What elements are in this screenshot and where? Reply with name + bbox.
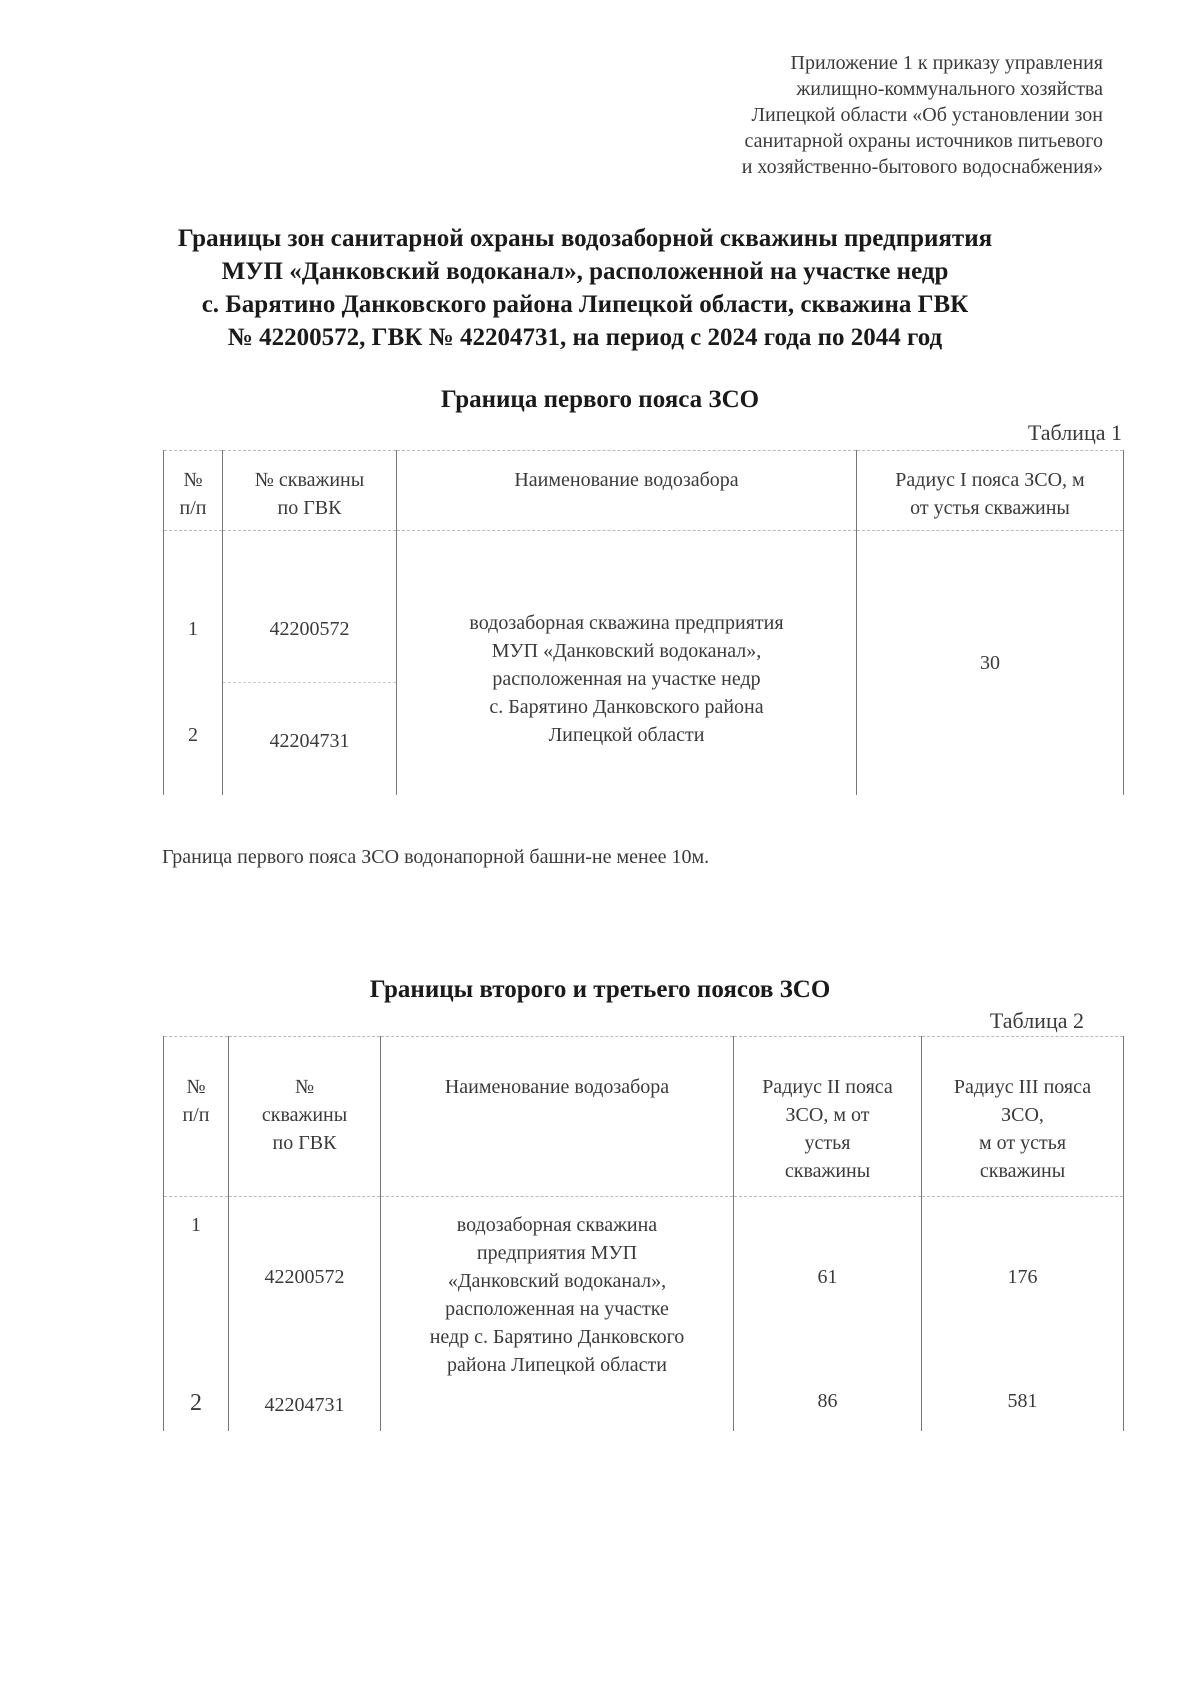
row-well: 42200572 (223, 531, 397, 683)
header-radius3 (922, 1037, 1124, 1197)
title-line: № 42200572, ГВК № 42204731, на период с 2024 года по 2044 год (227, 324, 943, 351)
header-well (223, 451, 397, 531)
header-name: Наименование водозабора (381, 1037, 734, 1197)
header-text: скважины (784, 1160, 871, 1182)
appendix-line: Приложение 1 к приказу управления (790, 52, 1103, 74)
header-text: ЗСО, м от (785, 1104, 870, 1126)
row-name (397, 531, 857, 795)
row-radius3: 176 (922, 1197, 1124, 1387)
name-line: недр с. Барятино Данковского (429, 1326, 685, 1348)
appendix-line: Липецкой области «Об установлении зон (751, 104, 1103, 126)
row-radius3: 581 (922, 1387, 1124, 1431)
name-line: района Липецкой области (447, 1354, 667, 1376)
name-line: расположенная на участке (445, 1298, 669, 1320)
name-line: предприятия МУП (476, 1242, 638, 1264)
appendix-line: и хозяйственно-бытового водоснабжения» (741, 156, 1103, 178)
name-line: МУП «Данковский водоканал», (491, 640, 762, 662)
header-text: № скважины (254, 469, 365, 491)
appendix-line: жилищно-коммунального хозяйства (796, 78, 1103, 100)
name-line: водозаборная скважина предприятия (469, 612, 784, 634)
title-line: Границы зон санитарной охраны водозаборной скважины предприятия (177, 225, 993, 252)
appendix-note (643, 50, 1103, 180)
row-num: 1 (164, 531, 223, 683)
header-text: ЗСО, (1001, 1104, 1044, 1126)
row-radius2: 61 (734, 1197, 922, 1387)
header-well (229, 1037, 381, 1197)
header-num (164, 1037, 229, 1197)
table1-label: Таблица 1 (1027, 420, 1122, 445)
table-header-row (164, 1037, 1124, 1197)
name-line: Липецкой области (548, 724, 705, 746)
row-num: 1 (164, 1197, 229, 1387)
row-radius: 30 (857, 531, 1124, 795)
header-text: от устья скважины (910, 497, 1070, 519)
name-line: с. Барятино Данковского района (489, 696, 764, 718)
row-num: 2 (164, 1387, 229, 1431)
header-text: скважины (979, 1160, 1066, 1182)
table-row (164, 1197, 1124, 1387)
header-radius (857, 451, 1124, 531)
header-text: по ГВК (277, 497, 342, 519)
name-line: водозаборная скважина (456, 1214, 658, 1236)
zone2-table (163, 1036, 1124, 1431)
header-radius2 (734, 1037, 922, 1197)
row-well: 42204731 (229, 1387, 381, 1431)
title-line: МУП «Данковский водоканал», расположенной на участке недр (221, 258, 949, 285)
section2-heading: Границы второго и третьего поясов ЗСО (369, 976, 831, 1003)
table-header-row (164, 451, 1124, 531)
zone1-table (163, 450, 1124, 795)
header-text: Радиус III пояса (953, 1076, 1092, 1098)
row-well: 42204731 (223, 683, 397, 795)
header-text: устья (804, 1132, 851, 1154)
appendix-line: санитарной охраны источников питьевого (744, 130, 1103, 152)
header-text: по ГВК (272, 1132, 337, 1154)
header-text: № (294, 1076, 315, 1098)
table2-label: Таблица 2 (989, 1008, 1084, 1033)
header-name: Наименование водозабора (397, 451, 857, 531)
header-num (164, 451, 223, 531)
row-well: 42200572 (229, 1197, 381, 1387)
name-line: «Данковский водоканал», (447, 1270, 667, 1292)
header-text: м от устья (978, 1132, 1067, 1154)
header-text: № (186, 1076, 206, 1098)
title-line: с. Барятино Данковского района Липецкой области, скважина ГВК (201, 291, 969, 318)
row-name (381, 1197, 734, 1431)
header-text: Радиус II пояса (762, 1076, 893, 1098)
header-text: скважины (261, 1104, 348, 1126)
header-text: п/п (182, 1104, 210, 1126)
header-text: п/п (179, 497, 207, 519)
document-title (140, 222, 1030, 354)
header-text: № (183, 469, 203, 491)
table-row (164, 531, 1124, 683)
zone1-note: Граница первого пояса ЗСО водонапорной башни-не менее 10м. (162, 846, 710, 868)
name-line: расположенная на участке недр (492, 668, 761, 690)
header-text: Радиус I пояса ЗСО, м (895, 469, 1085, 491)
row-radius2: 86 (734, 1387, 922, 1431)
row-num: 2 (164, 683, 223, 795)
section1-heading: Граница первого пояса ЗСО (440, 386, 760, 413)
